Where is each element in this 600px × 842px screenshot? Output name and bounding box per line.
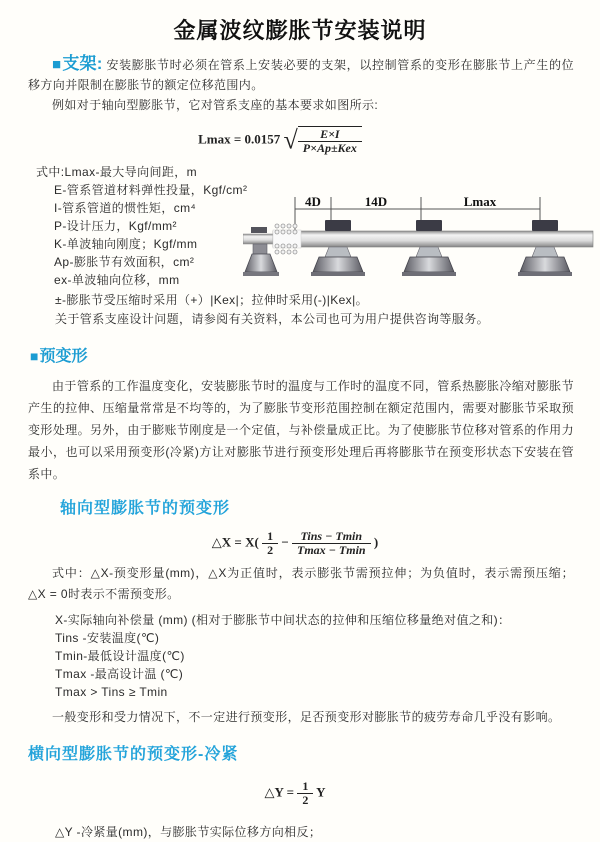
axial-formula	[0, 530, 590, 557]
pipe	[273, 231, 593, 247]
support-intro-text: 安装膨胀节时必须在管系上安装必要的支架，以控制管系的变形在膨胀节上产生的位移方向并限制在膨胀节的额定位移范围内。	[28, 58, 575, 92]
sqrt-symbol: √	[283, 125, 298, 155]
lateral-formula	[0, 780, 590, 807]
temperature-inequality: Tmax > Tins ≥ Tmin	[55, 685, 168, 699]
guide-support	[402, 220, 456, 276]
dimension-label-lmax: Lmax	[463, 194, 497, 209]
guide-support	[311, 220, 365, 276]
section-marker-icon: ■	[30, 348, 39, 364]
definition-line: K-单波轴向刚度；Kgf/mm	[54, 237, 198, 251]
definition-line: Ap-膨胀节有效面积，cm²	[54, 255, 195, 269]
definition-line: P-设计压力，Kgf/mm²	[54, 219, 177, 233]
support-section-heading: ■支架:	[52, 54, 103, 73]
definition-line: ex-单波轴向位移，mm	[54, 273, 180, 287]
one-half-fraction: $\frac{1}{2}$	[297, 780, 313, 807]
support-example-line: 例如对于轴向型膨胀节，它对管系支座的基本要求如图所示:	[52, 98, 379, 112]
axial-note: 一般变形和受力情况下，不一定进行预变形，足否预变形对膨胀节的疲劳寿命几乎没有影响。	[52, 710, 561, 724]
axial-explanation: 式中：△X-预变形量(mm)，△X为正值时，表示膨张节需预拉伸；为负值时，表示需预压缩；△X = 0时表示不需预变形。	[28, 566, 574, 601]
minus-sign: −	[281, 534, 289, 550]
bellows-icon	[273, 224, 301, 254]
lateral-note: △Y -冷紧量(mm)，与膨胀节实际位移方向相反；	[55, 825, 322, 839]
pipe-stub	[243, 234, 275, 244]
lmax-formula	[0, 126, 560, 155]
x-definition: X-实际轴向补偿量 (mm) (相对于膨胀节中间状态的拉伸和压缩位移量绝对值之和)：	[55, 613, 511, 627]
definitions-and-diagram	[0, 163, 600, 291]
section-marker-icon: ■	[52, 56, 62, 73]
lateral-formula-lhs: △Y =	[264, 784, 295, 800]
lmax-formula-denominator: P×Ap±Kex	[302, 141, 357, 155]
tins-definition: Tins -安装温度(℃)	[55, 631, 160, 645]
axial-formula-pre: △X = X(	[211, 534, 259, 550]
tmax-definition: Tmax -最高设计温 (℃)	[55, 667, 184, 681]
predeform-section-heading: ■预变形	[30, 348, 88, 365]
sqrt-body	[298, 126, 362, 155]
lmax-formula-numerator: E×I	[298, 128, 362, 142]
definition-line: I-管系管道的惯性矩，cm⁴	[54, 201, 197, 215]
definition-line: 式中:Lmax-最大导向间距，m	[36, 165, 198, 179]
dimension-label-4d: 4D	[305, 194, 321, 209]
pipe-support-diagram	[243, 193, 595, 289]
axial-formula-post: )	[373, 534, 379, 550]
plus-minus-note: ±-膨胀节受压缩时采用（+）|Kex|；拉伸时采用(-)|Kex|。	[55, 293, 369, 307]
temperature-fraction: $\frac{\text{Tins − Tmin}}{Tmax - Tmin}$	[292, 530, 371, 557]
axial-subheading: 轴向型膨胀节的预变形	[60, 500, 231, 517]
definition-line: E-管系管道材料弹性投量，Kgf/cm²	[54, 183, 248, 197]
lateral-formula-rhs: Y	[316, 784, 326, 800]
page-title: 金属波纹膨胀节安装说明	[173, 18, 427, 43]
dimension-label-14d: 14D	[364, 194, 388, 209]
lateral-subheading: 横向型膨胀节的预变形-冷紧	[28, 746, 239, 763]
lmax-formula-lhs: Lmax = 0.0157	[198, 131, 281, 147]
one-half-fraction: $\frac{1}{2}$	[262, 530, 278, 557]
tmin-definition: Tmin-最低设计温度(℃)	[55, 649, 185, 663]
support-intro-paragraph	[28, 54, 574, 95]
document-page	[0, 14, 600, 839]
consult-note: 关于管系支座设计问题，请参阅有关资料，本公司也可为用户提供咨询等服务。	[55, 312, 490, 326]
predeform-paragraph: 由于管系的工作温度变化，安装膨胀节时的温度与工作时的温度不同，管系热膨胀冷缩对膨胀节产生的拉伸、压缩量常常是不均等的，为了膨胀节变形范围控制在额定范围内，需要对膨胀节采取预变形处理。另外，由于膨账节刚度是一个定值，与补偿量成正比。为了使膨胀节位移对管系的作用力最小，也可以采用预变形(冷紧)方让对膨胀节进行预变形处理后再将膨胀节在预变形状态下安装在管系中。	[28, 379, 574, 481]
guide-support	[518, 220, 572, 276]
